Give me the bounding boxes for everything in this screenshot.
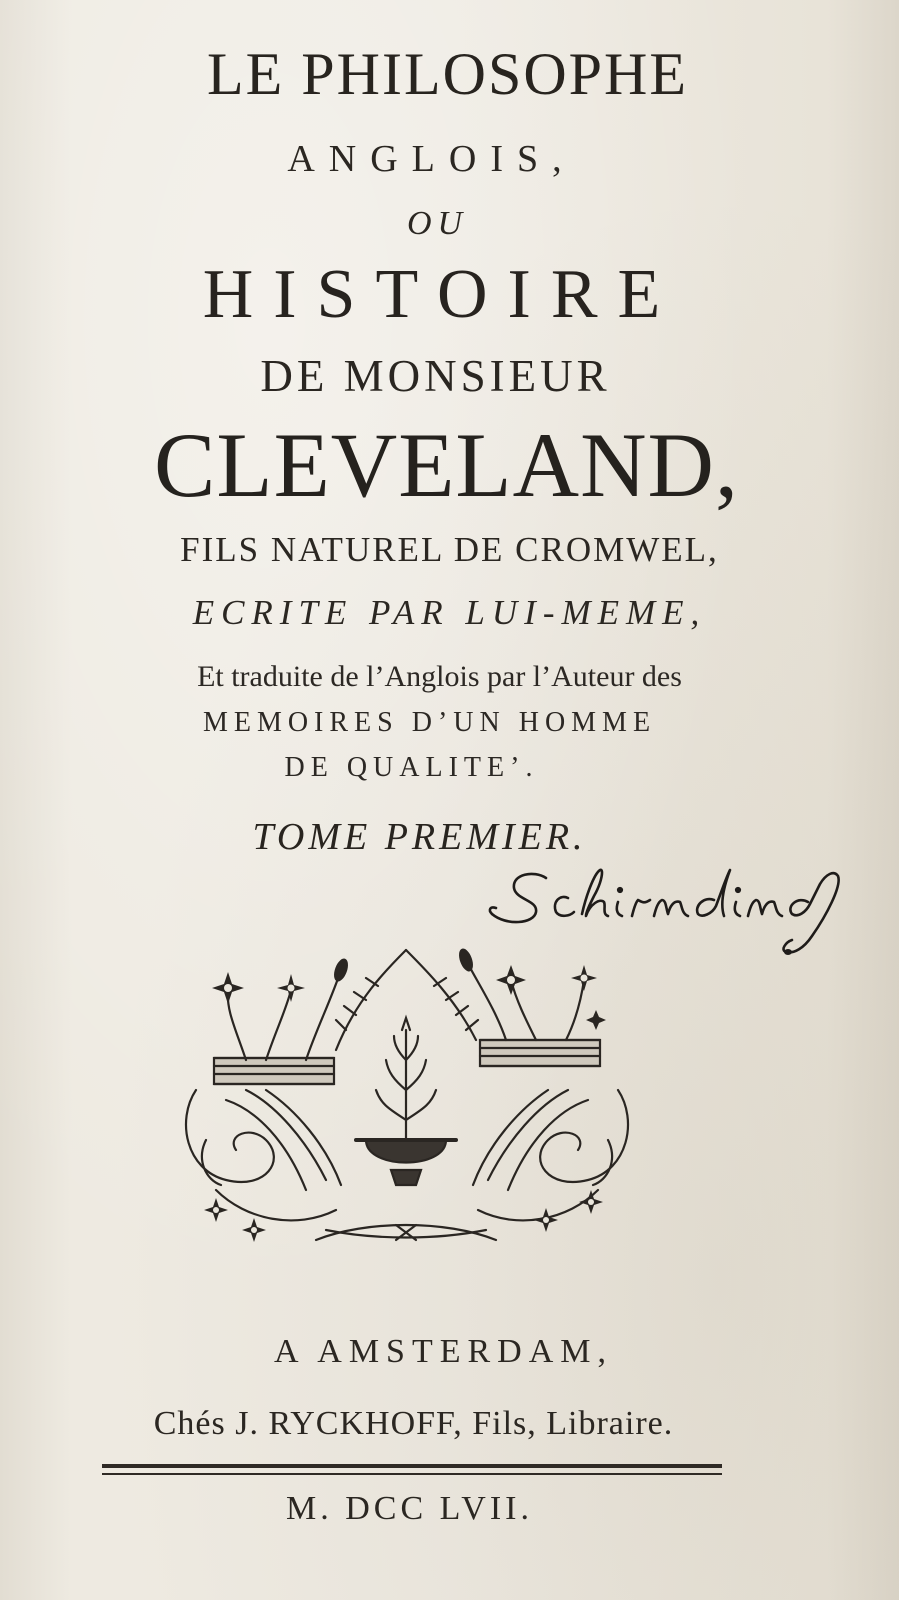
subtitle-fils-naturel: FILS NATUREL DE CROMWEL, xyxy=(180,530,719,569)
title-line-ou: OU xyxy=(406,205,469,242)
title-line-cleveland: CLEVELAND, xyxy=(154,414,739,516)
subtitle-traduite: Et traduite de l’Anglois par l’Auteur des xyxy=(197,660,682,693)
volume-label: TOME PREMIER. xyxy=(252,816,587,858)
subtitle-memoires: MEMOIRES D’UN HOMME xyxy=(202,707,657,738)
title-line-le-philosophe: LE PHILOSOPHE xyxy=(206,41,688,107)
floral-vignette-icon xyxy=(166,940,648,1270)
double-rule-thin xyxy=(102,1473,722,1475)
double-rule-thick xyxy=(102,1464,722,1468)
subtitle-ecrite: ECRITE PAR LUI-MEME, xyxy=(192,593,707,632)
title-line-anglois: ANGLOIS, xyxy=(287,138,576,180)
subtitle-qualite: DE QUALITE’. xyxy=(284,752,539,783)
title-line-de-monsieur: DE MONSIEUR xyxy=(260,351,611,401)
imprint-publisher: Chés J. RYCKHOFF, Fils, Libraire. xyxy=(153,1405,674,1442)
title-line-histoire: HISTOIRE xyxy=(202,256,681,333)
imprint-date: M. DCC LVII. xyxy=(286,1490,533,1527)
imprint-city: A AMSTERDAM, xyxy=(273,1333,614,1370)
